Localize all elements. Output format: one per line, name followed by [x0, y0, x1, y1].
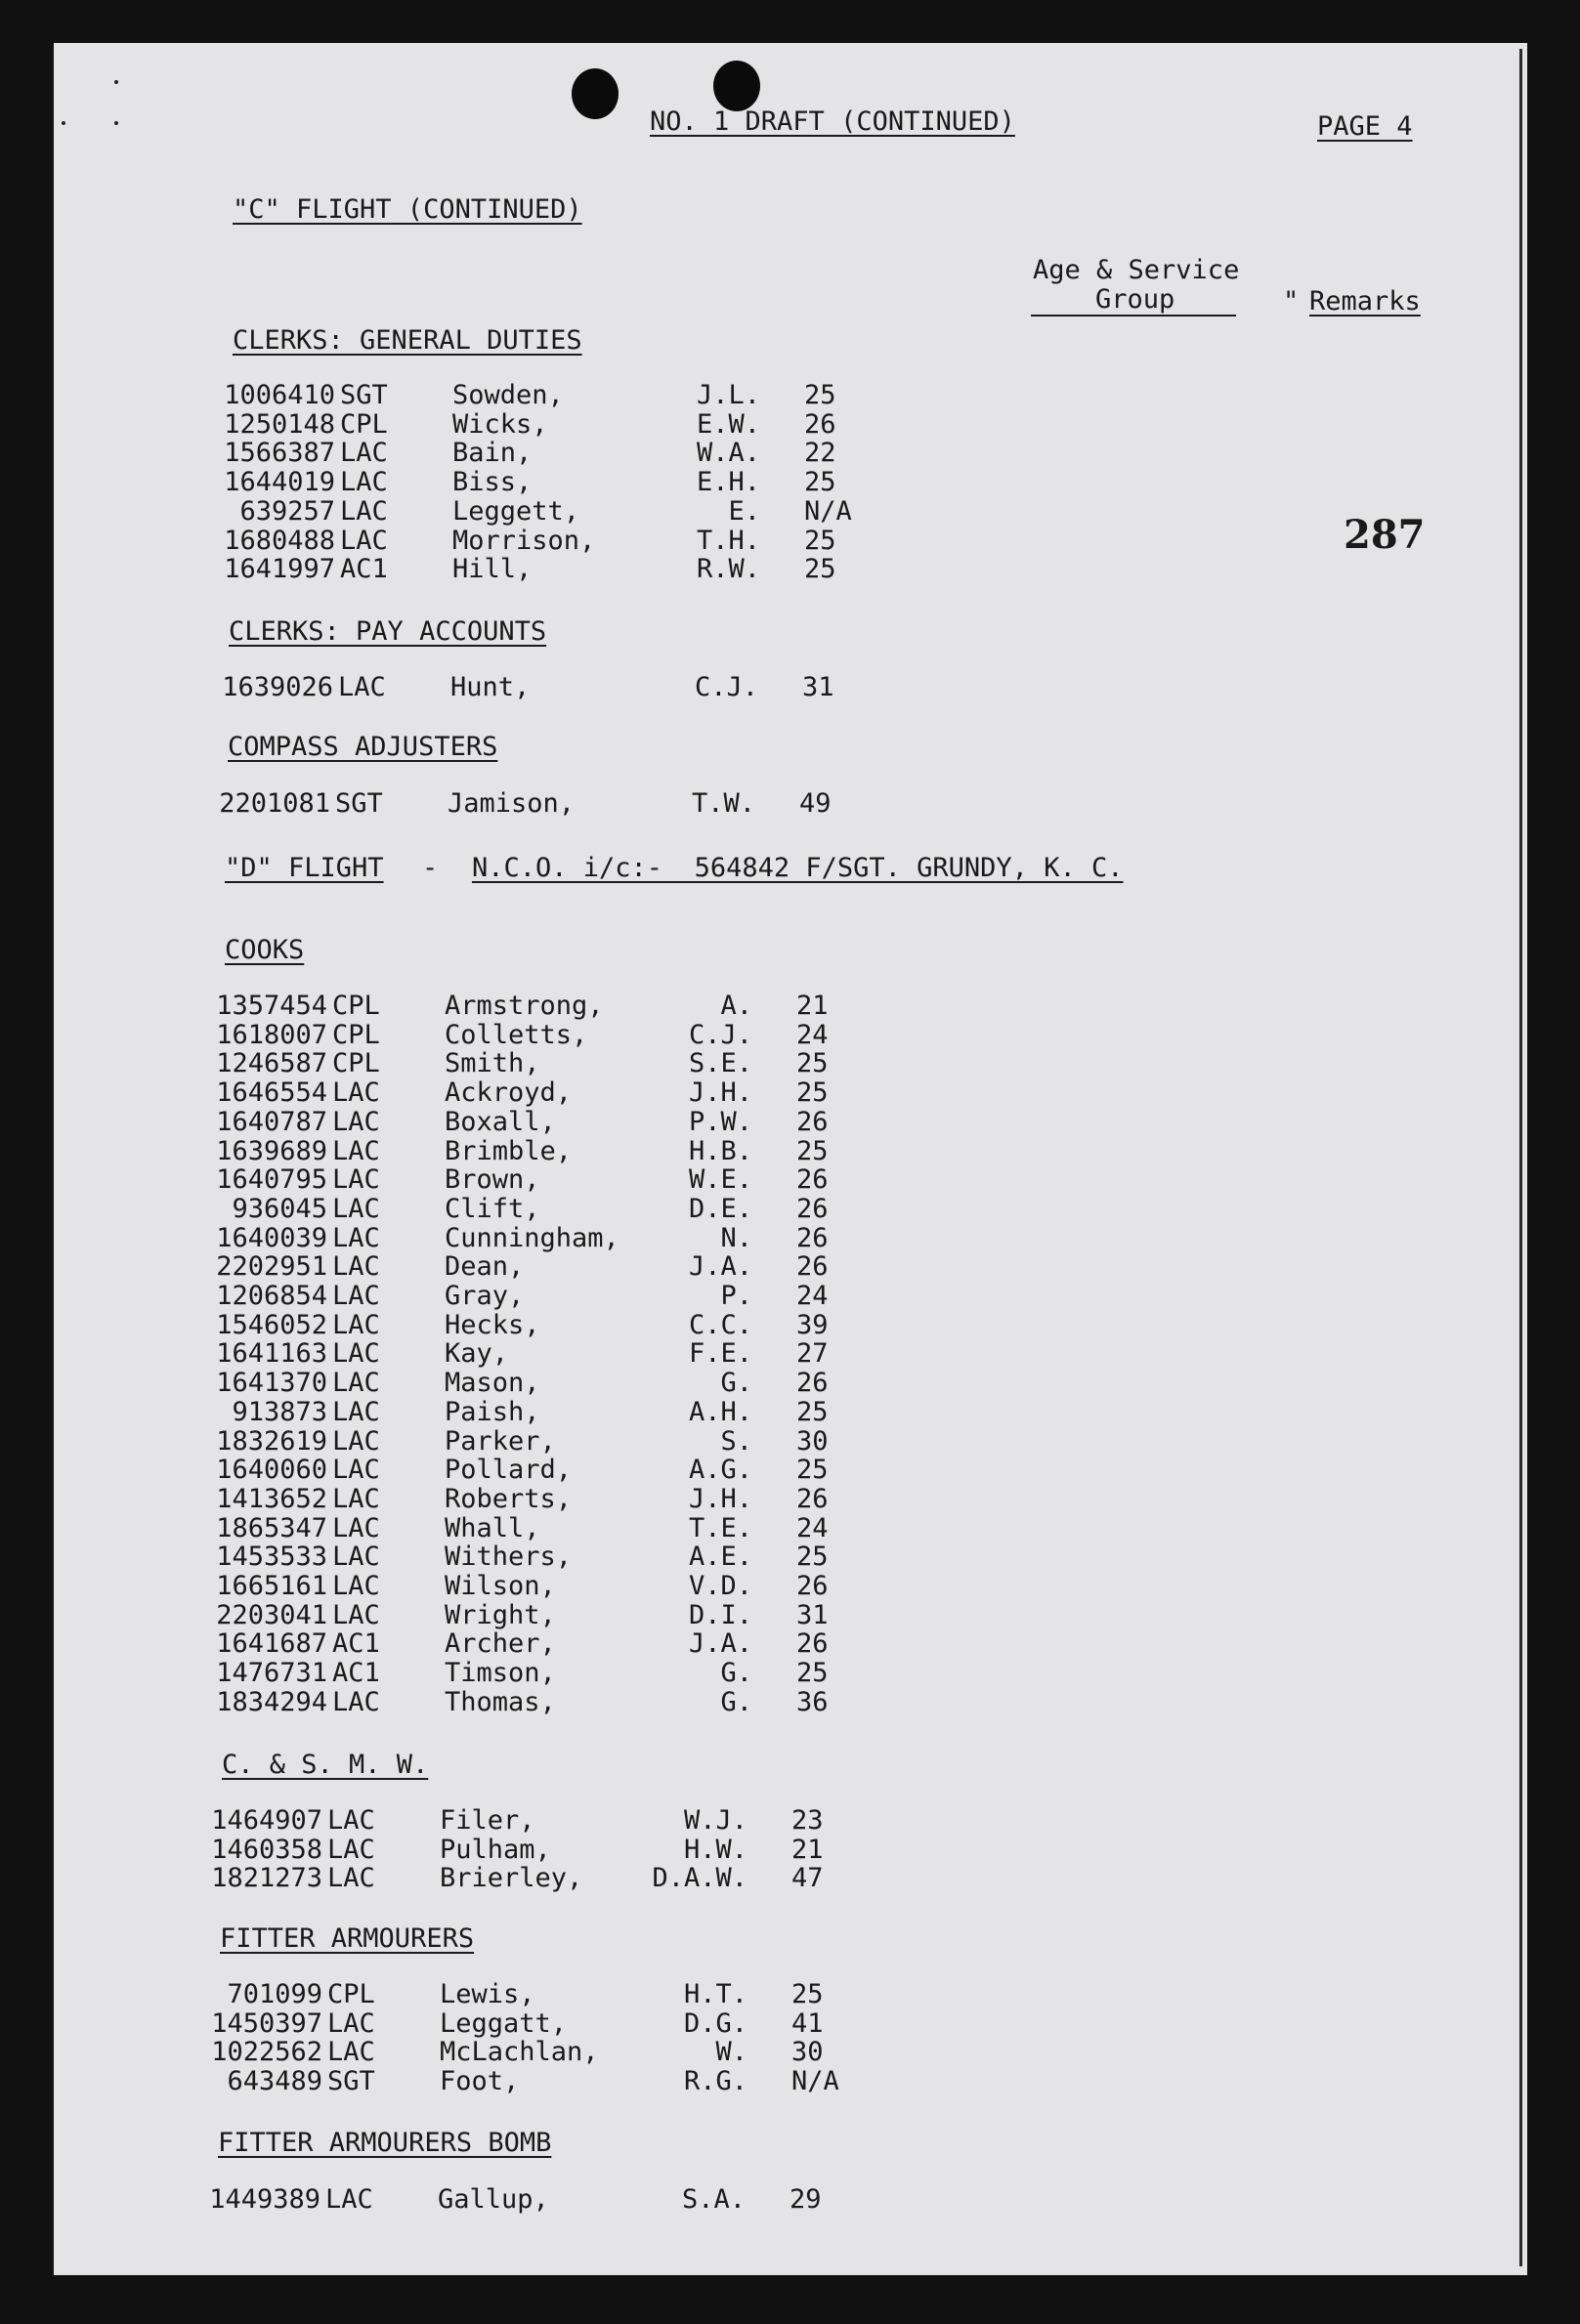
- surname: Cunningham,: [445, 1222, 619, 1253]
- initials: T.H.: [696, 525, 760, 556]
- rank: LAC: [327, 2007, 375, 2039]
- rank: LAC: [332, 1193, 380, 1224]
- initials: D.A.W.: [652, 1863, 747, 1894]
- group-underline: [1031, 315, 1236, 317]
- initials: P.: [720, 1281, 752, 1311]
- surname: Archer,: [445, 1628, 556, 1660]
- initials: S.A.: [681, 2184, 746, 2215]
- service-number: 1641163: [216, 1338, 327, 1370]
- rank: CPL: [332, 1048, 380, 1079]
- initials: A.E.: [688, 1542, 752, 1573]
- surname: Leggett,: [452, 495, 580, 527]
- initials: W.A.: [696, 438, 760, 469]
- surname: Hunt,: [450, 672, 531, 702]
- surname: Timson,: [445, 1658, 556, 1689]
- flight-d-dash: -: [422, 853, 439, 883]
- document-page: [54, 43, 1527, 2275]
- service-number: 1665161: [216, 1571, 327, 1601]
- rank: AC1: [340, 554, 388, 585]
- service-number: 639257: [239, 495, 335, 527]
- surname: Armstrong,: [445, 991, 604, 1021]
- age-service-group: 31: [796, 1599, 829, 1630]
- service-number: 2201081: [219, 788, 330, 819]
- rank: LAC: [332, 1251, 380, 1283]
- surname: Morrison,: [452, 525, 596, 556]
- service-number: 1357454: [216, 991, 327, 1021]
- age-service-group: 27: [796, 1338, 829, 1370]
- initials: A.H.: [688, 1396, 752, 1427]
- surname: Parker,: [445, 1425, 556, 1457]
- service-number: 1641687: [216, 1628, 327, 1660]
- service-number: 1450397: [211, 2007, 322, 2039]
- age-service-group: 26: [804, 408, 836, 440]
- rank: LAC: [332, 1077, 380, 1109]
- surname: Brimble,: [445, 1135, 573, 1166]
- initials: J.A.: [688, 1251, 752, 1283]
- service-number: 1640787: [216, 1106, 327, 1137]
- document-title: NO. 1 DRAFT (CONTINUED): [650, 106, 1015, 137]
- initials: A.G.: [688, 1455, 752, 1486]
- speck: [62, 121, 65, 125]
- initials: F.E.: [688, 1338, 752, 1370]
- age-service-group: 25: [804, 467, 836, 498]
- service-number: 1639026: [222, 672, 333, 702]
- surname: Whall,: [445, 1512, 540, 1543]
- service-number: 1865347: [216, 1512, 327, 1543]
- surname: Kay,: [445, 1338, 509, 1370]
- surname: Leggatt,: [440, 2007, 568, 2039]
- remarks-header: Remarks: [1309, 286, 1421, 317]
- age-service-header: Age & Service: [1033, 255, 1240, 285]
- surname: Wicks,: [452, 408, 548, 440]
- rank: LAC: [340, 438, 388, 469]
- service-number: 1006410: [224, 380, 335, 410]
- rank: LAC: [332, 1542, 380, 1573]
- initials: J.L.: [696, 380, 760, 410]
- age-service-group: 26: [796, 1106, 829, 1137]
- age-service-group: 24: [796, 1512, 829, 1543]
- rank: CPL: [332, 991, 380, 1021]
- age-service-group: 26: [796, 1251, 829, 1283]
- initials: A.: [720, 991, 752, 1021]
- rank: LAC: [327, 1834, 375, 1865]
- age-service-group: 47: [791, 1863, 824, 1894]
- rank: SGT: [340, 380, 388, 410]
- surname: Colletts,: [445, 1019, 588, 1050]
- section-title: C. & S. M. W.: [222, 1750, 429, 1780]
- age-service-group: 25: [796, 1135, 829, 1166]
- rank: SGT: [327, 2066, 375, 2097]
- age-service-group: 25: [796, 1077, 829, 1109]
- surname: Lewis,: [440, 1979, 535, 2009]
- rank: LAC: [332, 1338, 380, 1370]
- surname: Roberts,: [445, 1483, 573, 1514]
- initials: J.H.: [688, 1077, 752, 1109]
- remarks-mark: ": [1283, 286, 1300, 317]
- rank: LAC: [332, 1571, 380, 1601]
- surname: Wright,: [445, 1599, 556, 1630]
- service-number: 1644019: [224, 467, 335, 498]
- initials: E.W.: [696, 408, 760, 440]
- rank: LAC: [338, 672, 386, 702]
- age-service-group: 29: [790, 2184, 822, 2215]
- age-service-group: 23: [791, 1805, 824, 1836]
- rank: LAC: [332, 1425, 380, 1457]
- initials: E.: [728, 495, 760, 527]
- age-service-group: 49: [799, 788, 832, 819]
- group-header: Group: [1095, 284, 1175, 315]
- age-service-group: 30: [791, 2037, 824, 2068]
- rank: LAC: [332, 1222, 380, 1253]
- service-number: 2203041: [216, 1599, 327, 1630]
- service-number: 2202951: [216, 1251, 327, 1283]
- initials: N.: [720, 1222, 752, 1253]
- flight-c-heading: "C" FLIGHT (CONTINUED): [233, 194, 582, 225]
- surname: Foot,: [440, 2066, 520, 2097]
- service-number: 1680488: [224, 525, 335, 556]
- rank: LAC: [327, 2037, 375, 2068]
- service-number: 1641370: [216, 1368, 327, 1399]
- section-title: COMPASS ADJUSTERS: [228, 732, 498, 762]
- age-service-group: 31: [802, 672, 834, 702]
- initials: W.J.: [683, 1805, 747, 1836]
- service-number: 1460358: [211, 1834, 322, 1865]
- initials: C.J.: [688, 1019, 752, 1050]
- surname: Hill,: [452, 554, 533, 585]
- rank: LAC: [332, 1106, 380, 1137]
- initials: S.: [720, 1425, 752, 1457]
- folio-stamp: 287: [1344, 512, 1426, 558]
- age-service-group: 26: [796, 1222, 829, 1253]
- service-number: 1821273: [211, 1863, 322, 1894]
- surname: Gray,: [445, 1281, 525, 1311]
- initials: E.H.: [696, 467, 760, 498]
- service-number: 1618007: [216, 1019, 327, 1050]
- surname: Paish,: [445, 1396, 540, 1427]
- initials: G.: [720, 1658, 752, 1689]
- service-number: 1646554: [216, 1077, 327, 1109]
- rank: LAC: [340, 525, 388, 556]
- initials: H.B.: [688, 1135, 752, 1166]
- section-title: FITTER ARMOURERS: [220, 1923, 475, 1954]
- initials: W.E.: [688, 1164, 752, 1196]
- service-number: 1640795: [216, 1164, 327, 1196]
- surname: McLachlan,: [440, 2037, 599, 2068]
- service-number: 643489: [227, 2066, 322, 2097]
- initials: C.J.: [694, 672, 758, 702]
- service-number: 1546052: [216, 1309, 327, 1340]
- initials: S.E.: [688, 1048, 752, 1079]
- surname: Wilson,: [445, 1571, 556, 1601]
- flight-d-nco: N.C.O. i/c:- 564842 F/SGT. GRUNDY, K. C.: [472, 853, 1124, 883]
- age-service-group: 25: [796, 1455, 829, 1486]
- initials: W.: [715, 2037, 747, 2068]
- service-number: 913873: [232, 1396, 327, 1427]
- age-service-group: 36: [796, 1686, 829, 1717]
- age-service-group: 24: [796, 1281, 829, 1311]
- age-service-group: 25: [796, 1542, 829, 1573]
- service-number: 1640060: [216, 1455, 327, 1486]
- surname: Filer,: [440, 1805, 535, 1836]
- speck: [114, 121, 118, 125]
- age-service-group: 21: [796, 991, 829, 1021]
- rank: AC1: [332, 1658, 380, 1689]
- age-service-group: 39: [796, 1309, 829, 1340]
- rank: LAC: [332, 1483, 380, 1514]
- service-number: 936045: [232, 1193, 327, 1224]
- initials: C.C.: [688, 1309, 752, 1340]
- rank: LAC: [332, 1455, 380, 1486]
- age-service-group: 26: [796, 1193, 829, 1224]
- age-service-group: N/A: [791, 2066, 839, 2097]
- age-service-group: 26: [796, 1368, 829, 1399]
- rank: SGT: [335, 788, 383, 819]
- service-number: 701099: [227, 1979, 322, 2009]
- service-number: 1476731: [216, 1658, 327, 1689]
- section-title: CLERKS: PAY ACCOUNTS: [229, 616, 547, 647]
- surname: Dean,: [445, 1251, 525, 1283]
- surname: Smith,: [445, 1048, 540, 1079]
- service-number: 1206854: [216, 1281, 327, 1311]
- rank: LAC: [332, 1368, 380, 1399]
- rank: LAC: [332, 1512, 380, 1543]
- service-number: 1449389: [209, 2184, 320, 2215]
- service-number: 1250148: [224, 408, 335, 440]
- initials: T.E.: [688, 1512, 752, 1543]
- speck: [114, 80, 118, 84]
- service-number: 1566387: [224, 438, 335, 469]
- age-service-group: 25: [804, 525, 836, 556]
- service-number: 1640039: [216, 1222, 327, 1253]
- surname: Clift,: [445, 1193, 540, 1224]
- rank: LAC: [340, 467, 388, 498]
- age-service-group: 25: [791, 1979, 824, 2009]
- initials: V.D.: [688, 1571, 752, 1601]
- page-number: PAGE 4: [1317, 111, 1413, 142]
- initials: D.I.: [688, 1599, 752, 1630]
- flight-d-label: "D" FLIGHT: [225, 853, 384, 883]
- initials: G.: [720, 1686, 752, 1717]
- initials: J.A.: [688, 1628, 752, 1660]
- age-service-group: 26: [796, 1571, 829, 1601]
- age-service-group: 41: [791, 2007, 824, 2039]
- rank: LAC: [332, 1135, 380, 1166]
- surname: Jamison,: [448, 788, 576, 819]
- surname: Withers,: [445, 1542, 573, 1573]
- initials: G.: [720, 1368, 752, 1399]
- age-service-group: 25: [796, 1396, 829, 1427]
- age-service-group: 22: [804, 438, 836, 469]
- surname: Hecks,: [445, 1309, 540, 1340]
- rank: LAC: [332, 1309, 380, 1340]
- surname: Pollard,: [445, 1455, 573, 1486]
- age-service-group: 30: [796, 1425, 829, 1457]
- surname: Brierley,: [440, 1863, 583, 1894]
- surname: Bain,: [452, 438, 533, 469]
- surname: Thomas,: [445, 1686, 556, 1717]
- service-number: 1246587: [216, 1048, 327, 1079]
- service-number: 1832619: [216, 1425, 327, 1457]
- punch-hole-right: [713, 61, 760, 111]
- punch-hole-left: [572, 68, 619, 119]
- surname: Ackroyd,: [445, 1077, 573, 1109]
- rank: LAC: [327, 1863, 375, 1894]
- rank: LAC: [332, 1599, 380, 1630]
- service-number: 1464907: [211, 1805, 322, 1836]
- surname: Boxall,: [445, 1106, 556, 1137]
- rank: LAC: [327, 1805, 375, 1836]
- surname: Mason,: [445, 1368, 540, 1399]
- service-number: 1022562: [211, 2037, 322, 2068]
- rank: LAC: [332, 1281, 380, 1311]
- surname: Brown,: [445, 1164, 540, 1196]
- section-title: COOKS: [225, 935, 305, 965]
- age-service-group: 24: [796, 1019, 829, 1050]
- age-service-group: 25: [796, 1658, 829, 1689]
- surname: Gallup,: [438, 2184, 549, 2215]
- initials: D.E.: [688, 1193, 752, 1224]
- page-edge-shadow: [1519, 49, 1522, 2266]
- service-number: 1641997: [224, 554, 335, 585]
- service-number: 1834294: [216, 1686, 327, 1717]
- initials: H.W.: [683, 1834, 747, 1865]
- service-number: 1413652: [216, 1483, 327, 1514]
- rank: AC1: [332, 1628, 380, 1660]
- rank: CPL: [327, 1979, 375, 2009]
- initials: R.W.: [696, 554, 760, 585]
- service-number: 1639689: [216, 1135, 327, 1166]
- age-service-group: 21: [791, 1834, 824, 1865]
- rank: CPL: [332, 1019, 380, 1050]
- rank: LAC: [332, 1396, 380, 1427]
- initials: H.T.: [683, 1979, 747, 2009]
- rank: LAC: [340, 495, 388, 527]
- age-service-group: 26: [796, 1628, 829, 1660]
- rank: LAC: [332, 1686, 380, 1717]
- section-title: CLERKS: GENERAL DUTIES: [233, 325, 582, 356]
- age-service-group: N/A: [804, 495, 852, 527]
- initials: P.W.: [688, 1106, 752, 1137]
- section-title: FITTER ARMOURERS BOMB: [218, 2128, 552, 2158]
- service-number: 1453533: [216, 1542, 327, 1573]
- rank: LAC: [332, 1164, 380, 1196]
- initials: D.G.: [683, 2007, 747, 2039]
- initials: J.H.: [688, 1483, 752, 1514]
- rank: LAC: [325, 2184, 373, 2215]
- initials: T.W.: [691, 788, 755, 819]
- initials: R.G.: [683, 2066, 747, 2097]
- age-service-group: 26: [796, 1483, 829, 1514]
- age-service-group: 25: [796, 1048, 829, 1079]
- surname: Sowden,: [452, 380, 564, 410]
- age-service-group: 26: [796, 1164, 829, 1196]
- surname: Biss,: [452, 467, 533, 498]
- surname: Pulham,: [440, 1834, 551, 1865]
- age-service-group: 25: [804, 554, 836, 585]
- rank: CPL: [340, 408, 388, 440]
- age-service-group: 25: [804, 380, 836, 410]
